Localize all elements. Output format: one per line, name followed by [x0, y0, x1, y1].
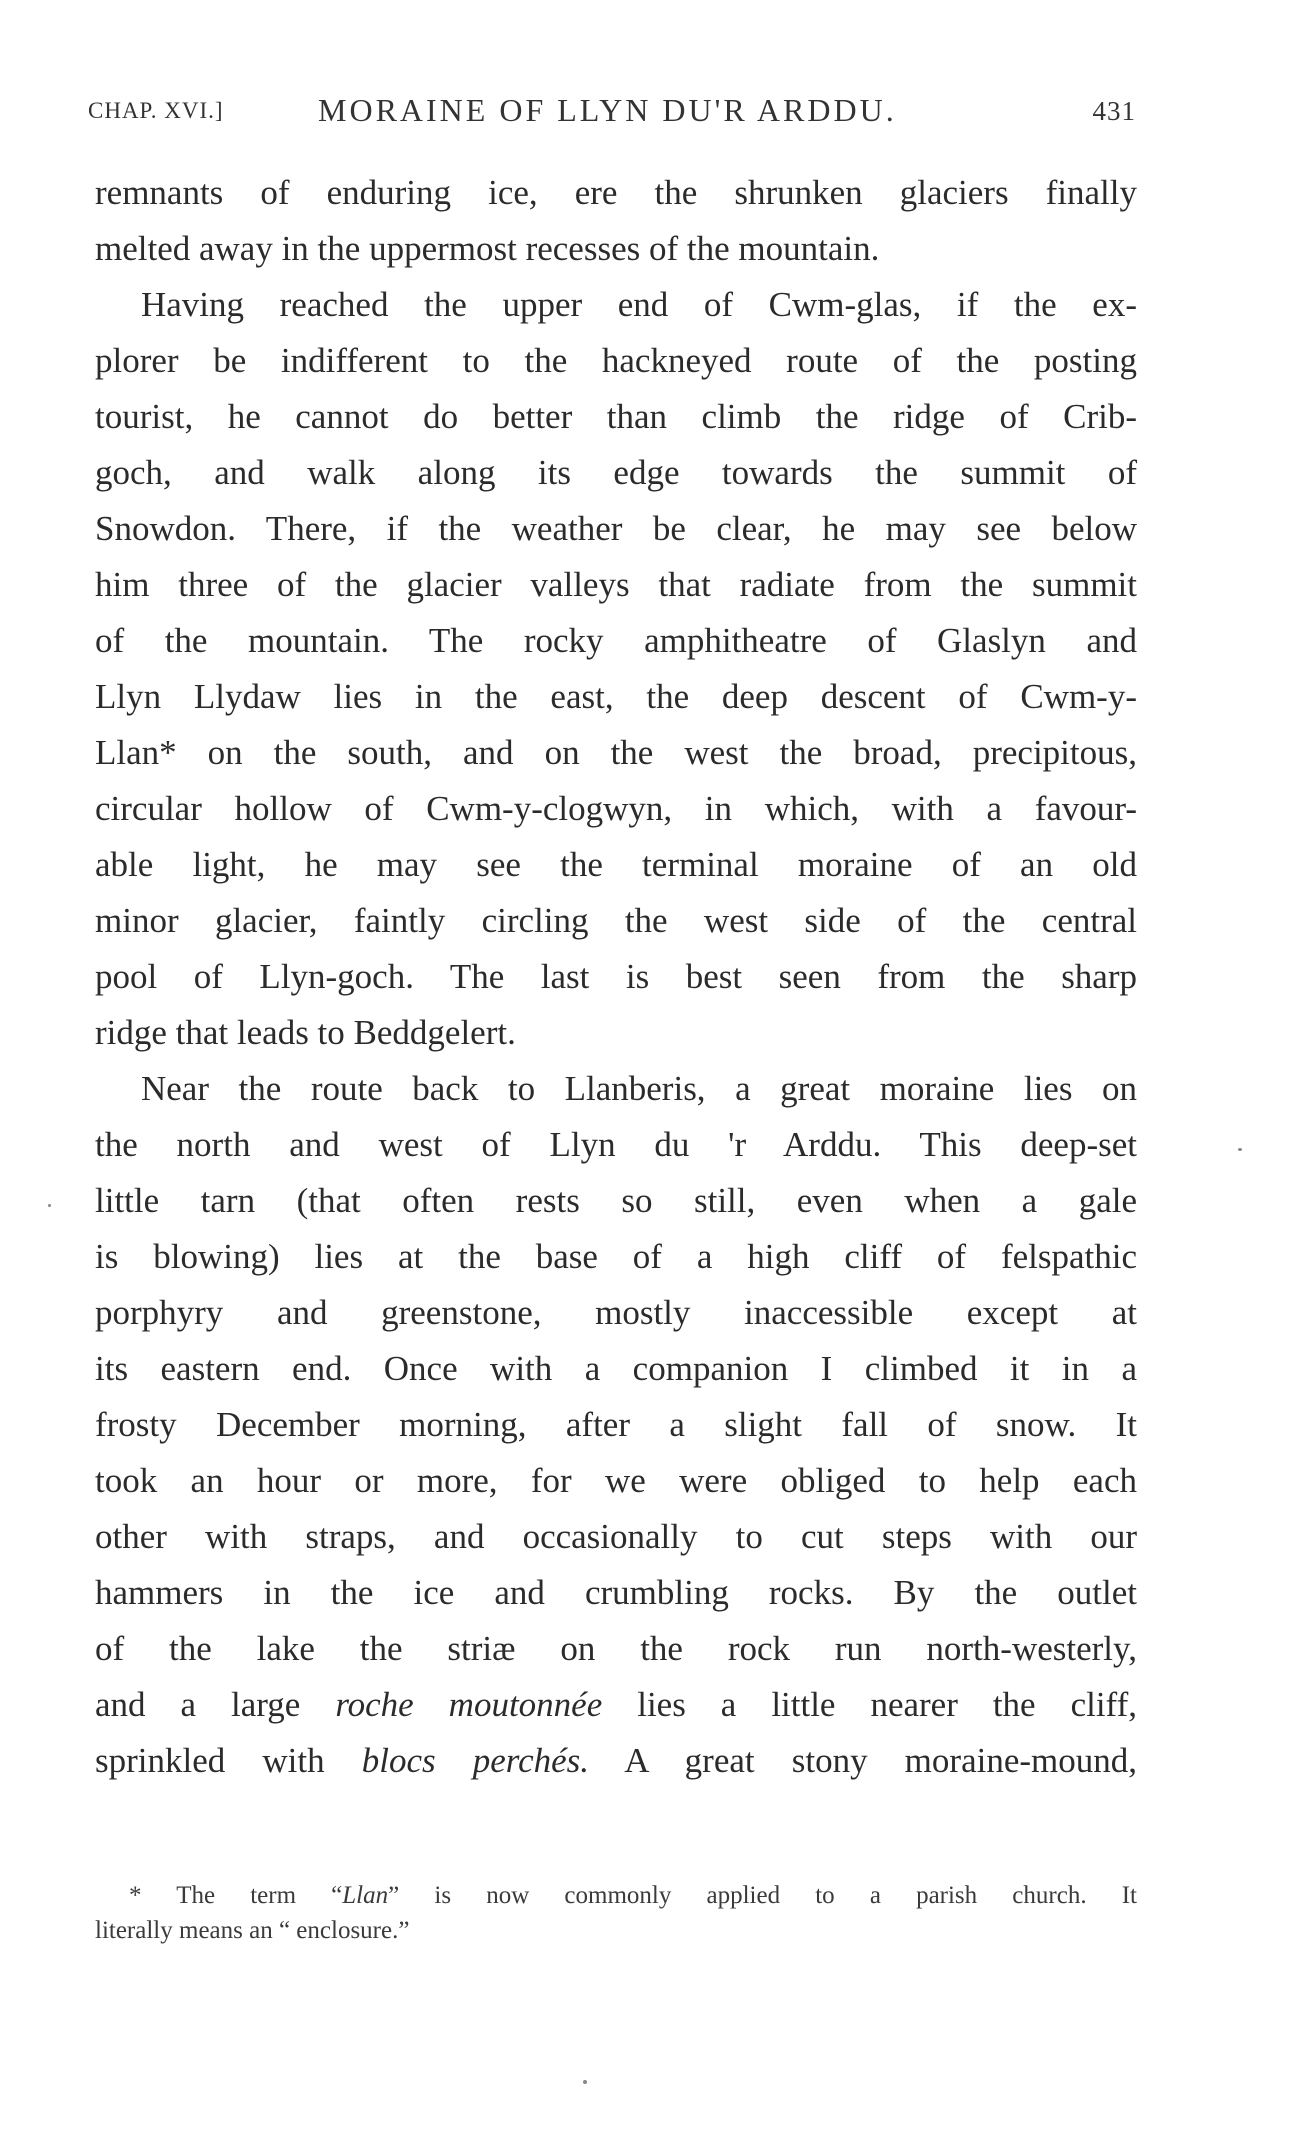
text-line: Snowdon. There, if the weather be clear, he may see below	[95, 509, 1137, 548]
footnote-line: literally means an “ enclosure.”	[95, 1917, 410, 1944]
print-speck	[48, 1204, 51, 1207]
text-line: remnants of enduring ice, ere the shrunken glaciers finally	[95, 173, 1137, 212]
text-line: Near the route back to Llanberis, a great moraine lies on	[141, 1069, 1137, 1108]
footnote-line	[95, 1878, 1137, 1913]
print-speck	[1238, 1148, 1242, 1151]
text-line: him three of the glacier valleys that radiate from the summit	[95, 565, 1137, 604]
text-line: other with straps, and occasionally to cut steps with our	[95, 1517, 1137, 1556]
text-line: of the lake the striæ on the rock run north-westerly,	[95, 1629, 1137, 1668]
text-line: little tarn (that often rests so still, even when a gale	[95, 1181, 1137, 1220]
text-line: took an hour or more, for we were obliged to help each	[95, 1461, 1137, 1500]
text-run: and a large	[95, 1685, 336, 1724]
italic-term: blocs perchés.	[361, 1741, 590, 1780]
text-line: plorer be indifferent to the hackneyed route of the posting	[95, 341, 1137, 380]
chapter-label: CHAP. XVI.]	[88, 98, 224, 123]
text-line: the north and west of Llyn du 'r Arddu. This deep-set	[95, 1125, 1137, 1164]
text-line: hammers in the ice and crumbling rocks. By the outlet	[95, 1573, 1137, 1612]
text-run: A great stony moraine-mound,	[589, 1741, 1137, 1780]
page-number: 431	[1092, 96, 1136, 126]
text-line: able light, he may see the terminal moraine of an old	[95, 845, 1137, 884]
footnote	[95, 1878, 1137, 1948]
page-header-title: MORAINE OF LLYN DU'R ARDDU.	[318, 92, 897, 128]
text-line: goch, and walk along its edge towards the summit of	[95, 453, 1137, 492]
text-line: Having reached the upper end of Cwm-glas, if the ex-	[141, 285, 1137, 324]
running-head	[88, 92, 1136, 132]
text-run: sprinkled with	[95, 1741, 362, 1780]
text-line	[95, 1733, 1137, 1789]
italic-term: roche moutonnée	[335, 1685, 603, 1724]
text-line: tourist, he cannot do better than climb the ridge of Crib-	[95, 397, 1137, 436]
body-text	[95, 165, 1137, 1789]
text-line: melted away in the uppermost recesses of the mountain.	[95, 229, 880, 268]
text-line: ridge that leads to Beddgelert.	[95, 1013, 516, 1052]
text-line: minor glacier, faintly circling the west side of the central	[95, 901, 1137, 940]
text-run: ” is now commonly applied to a parish church. It	[388, 1882, 1137, 1909]
text-line: circular hollow of Cwm-y-clogwyn, in which, with a favour-	[95, 789, 1137, 828]
italic-term: Llan	[342, 1882, 389, 1909]
text-line: of the mountain. The rocky amphitheatre of Glaslyn and	[95, 621, 1137, 660]
text-line: is blowing) lies at the base of a high cliff of felspathic	[95, 1237, 1137, 1276]
text-line	[95, 1677, 1137, 1733]
text-line: its eastern end. Once with a companion I climbed it in a	[95, 1349, 1137, 1388]
text-line: Llan* on the south, and on the west the broad, precipitous,	[95, 733, 1137, 772]
text-line: pool of Llyn-goch. The last is best seen from the sharp	[95, 957, 1137, 996]
text-run: lies a little nearer the cliff,	[602, 1685, 1137, 1724]
footnote-marker: * The term “	[129, 1882, 343, 1909]
text-line: porphyry and greenstone, mostly inaccessible except at	[95, 1293, 1137, 1332]
text-line: frosty December morning, after a slight fall of snow. It	[95, 1405, 1137, 1444]
text-line: Llyn Llydaw lies in the east, the deep descent of Cwm-y-	[95, 677, 1137, 716]
print-speck	[583, 2080, 587, 2084]
